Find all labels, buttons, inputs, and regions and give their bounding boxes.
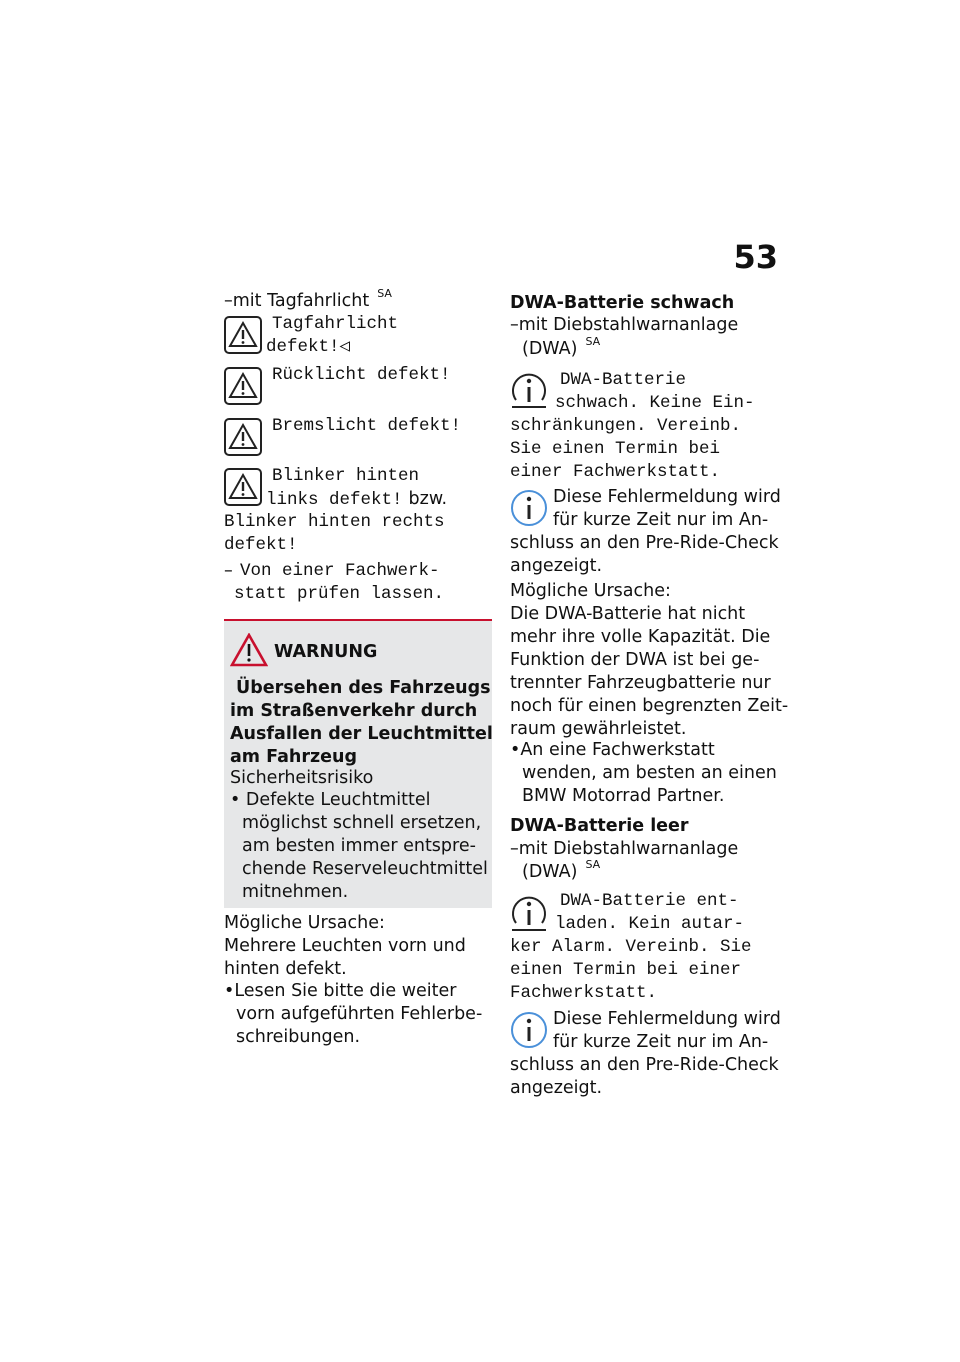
message-text: laden. Kein autar- <box>555 914 745 934</box>
message-text: einen Termin bei einer <box>510 960 742 980</box>
message-text: DWA-Batterie ent- <box>560 891 739 911</box>
warning-triangle-icon <box>224 367 262 405</box>
message-text: defekt!◁ <box>266 337 351 357</box>
message-text: schwach. Keine Ein- <box>555 393 755 413</box>
page-number: 53 <box>733 238 778 276</box>
message-text: Tagfahrlicht <box>272 314 399 334</box>
item-tagfahrlicht: –mit Tagfahrlicht $^{SA}$ <box>224 287 392 311</box>
warning-triangle-icon <box>224 468 262 506</box>
message-text: einer Fachwerkstatt. <box>510 462 721 482</box>
message-text: schränkungen. Vereinb. <box>510 416 742 436</box>
message-text: ker Alarm. Vereinb. Sie <box>510 937 752 957</box>
warning-title: WARNUNG <box>274 642 378 662</box>
info-icon <box>510 370 548 410</box>
action-text: Von einer Fachwerk- <box>240 561 440 581</box>
warning-triangle-icon <box>230 633 268 667</box>
message-text: Sie einen Termin bei <box>510 439 721 459</box>
message-text: defekt! <box>224 535 298 555</box>
section-heading: DWA-Batterie schwach <box>510 293 735 313</box>
message-text: links defekt! <box>266 490 403 510</box>
warning-triangle-icon <box>224 316 262 354</box>
info-icon <box>510 1010 548 1050</box>
message-text: DWA-Batterie <box>560 370 687 390</box>
message-text: Bremslicht defekt! <box>272 416 462 436</box>
message-text: Blinker hinten <box>272 466 420 486</box>
info-icon <box>510 893 548 933</box>
message-text: Fachwerkstatt. <box>510 983 658 1003</box>
info-icon <box>510 488 548 528</box>
message-text: Rücklicht defekt! <box>272 365 451 385</box>
message-text: Blinker hinten rechts <box>224 512 445 532</box>
section-heading: DWA-Batterie leer <box>510 816 689 836</box>
warning-triangle-icon <box>224 418 262 456</box>
action-text: statt prüfen lassen. <box>234 584 445 604</box>
